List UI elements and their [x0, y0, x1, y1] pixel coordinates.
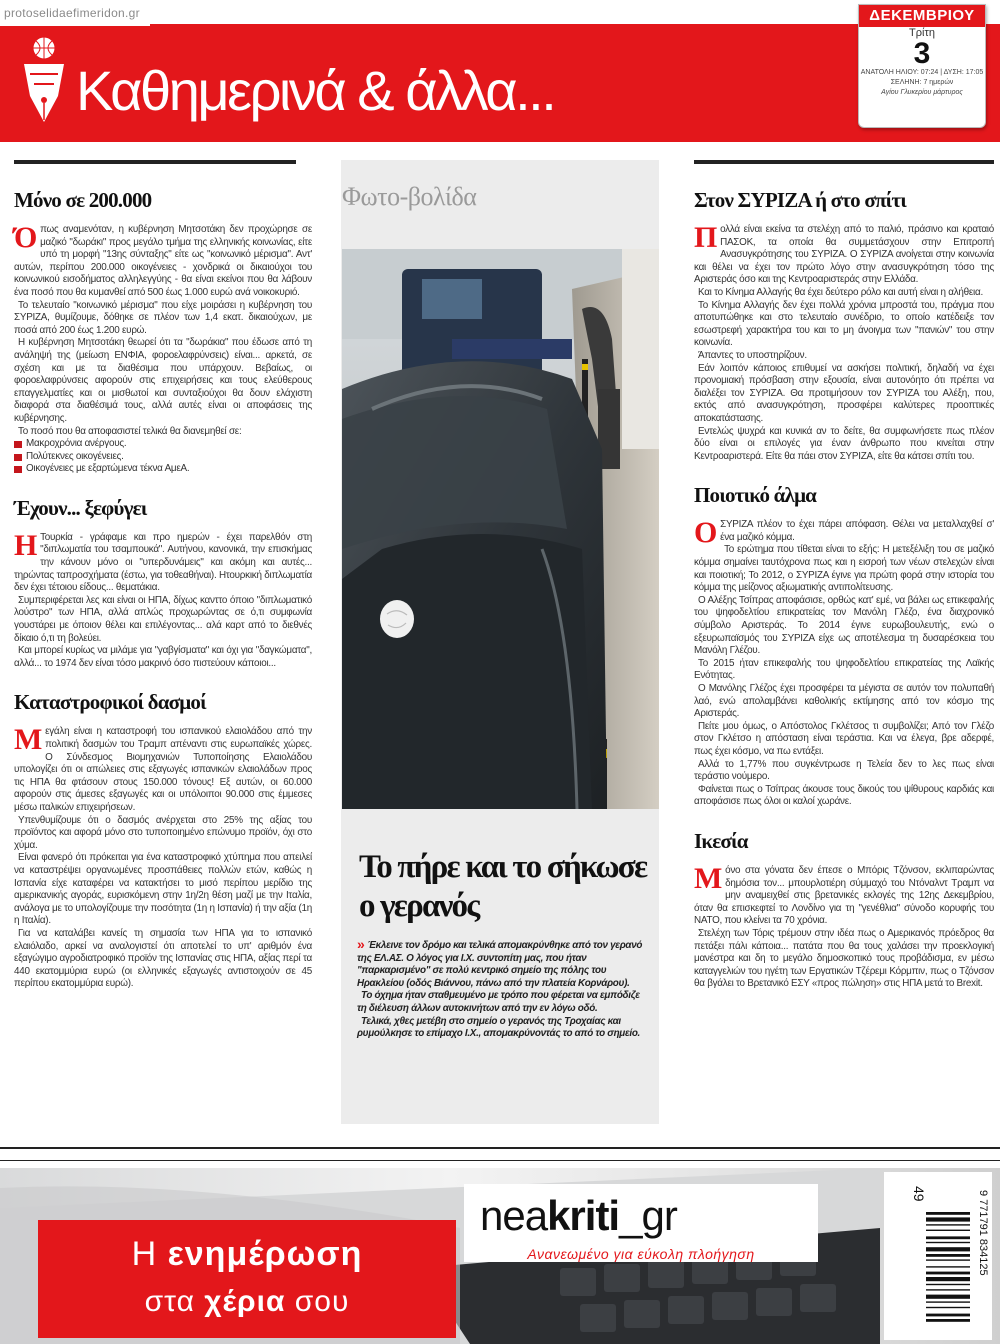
tow-truck-photo — [342, 249, 659, 809]
dropcap: Μ — [14, 723, 43, 757]
paragraph: Τελικά, χθες μετέβη στο σημείο ο γερανός της Τροχαίας και ρυμούλκησε το επίμαχο Ι.Χ., απομακρύνοντάς το από το σημείο. — [357, 1015, 640, 1040]
article-title: Καταστροφικοί δασμοί — [14, 690, 206, 715]
ad-word: χέρια — [204, 1285, 286, 1318]
paragraph: Τουρκία - γράφαμε και προ ημερών - έχει παρελθόν στη "διπλωματία του τσαμπουκά". Αυτήνου, κανονικά, την επισκήμας την κάνουν μόνο οι "υπερδυνάμεις" και ακόμη και αυτές... τηρώντας ταπροσχήματα (έστω, για τοθεαθήναι). Ητουρκική διπλωματία δεν έχει τέτοιου είδους... θεματάκια. — [14, 531, 312, 594]
saint-of-day: Αγίου Γλυκερίου μάρτυρος — [881, 89, 963, 96]
dropcap: Η — [14, 528, 38, 562]
paragraph: Και το Κίνημα Αλλαγής θα έχει δεύτερο ρόλο και αυτή είναι η αλήθεια. — [698, 286, 983, 298]
article-ston-syriza — [694, 186, 994, 463]
dropcap: Π — [694, 221, 718, 254]
date-box — [858, 4, 986, 128]
ad-slogan-box — [38, 1220, 456, 1338]
logo-part: _gr — [619, 1192, 677, 1239]
article-poiotiko-alma — [694, 481, 994, 809]
ad-word: στα — [144, 1285, 205, 1318]
paragraph: Η κυβέρνηση Μητσοτάκη θεωρεί ότι τα "δωράκια" που έδωσε από τη ανάληψή της (μείωση ΕΝΦΙΑ, φοροελαφρύνσεις) είναι... αρκετά, σε σχέση και με τα διαθέσιμα που υπάρχουν. Βεβαίως, οι φοροελαφρύνσεις αφορούν στις επιχειρήσεις και τους ελεύθερους επαγγελματίες και οι μισθωτοί και συνταξιούχοι θα δουν ελάχιστη διαφορά στα διαθέσιμά τους, αλλά αυτές είναι οι αποφάσεις της κυβέρνησης. — [14, 337, 312, 424]
article-title: Ικεσία — [694, 828, 748, 853]
ad-tagline: Ανανεωμένο για εύκολη πλοήγηση — [527, 1246, 755, 1262]
article-ikesia — [694, 827, 994, 991]
ad-headline-line2 — [38, 1282, 456, 1322]
paragraph: Το ερώτημα που τίθεται είναι το εξής: Η μετεξέλιξη του σε μαζικό κόμμα σημαίνει ταυτόχρονα πως και η εισροή των νέων στελεχών είναι και ποιοτική; Το 2012, ο ΣΥΡΙΖΑ έγινε για πρώτη φορά στην ιστορία του κόμμα της μείζονος αξιωματικής αντιπολίτευσης. — [694, 544, 994, 594]
article-title: Στον ΣΥΡΙΖΑ ή στο σπίτι — [694, 188, 906, 212]
double-arrow-icon: » — [357, 936, 365, 952]
article-title: Ποιοτικό άλμα — [694, 483, 817, 508]
paragraph: Εντελώς ψυχρά και κυνικά αν το δείτε, θα συμφωνήσετε πως πλέον δύο είναι οι επιλογές για έναν άνθρωπο που κινείται στην Κεντροαριστερά. Είτε θα πάει στον ΣΥΡΙΖΑ, είτε θα κάτσει σπίτι του. — [694, 425, 994, 462]
ad-word: σου — [285, 1285, 350, 1318]
paragraph: Φαίνεται πως ο Τσίπρας άκουσε τους δικούς του ψίθυρους καρδιάς και αποφάσισε πως όλοι οι καλοί χωράνε. — [694, 783, 994, 808]
article-body — [14, 723, 312, 990]
paragraph: όνο στα γόνατα δεν έπεσε ο Μπόρις Τζόνσον, εκλιπαρώντας δημόσια τον... μπουρλοτιέρη σύμμαχό του Ντόναλντ Τραμπ να μην αναμειχθεί στις βρετανικές εκλογές της 12ης Δεκεμβρίου, όταν θα επισκεφτεί το Λονδίνο για τη "γενέθλια" σύνοδο κορυφής του ΝΑΤΟ, που κλείνει τα 70 χρόνια. — [694, 864, 994, 927]
dropcap: Ο — [694, 516, 718, 550]
masthead — [0, 0, 1000, 155]
list-item: Οικογένειες με εξαρτώμενα τέκνα ΑμεΑ. — [14, 463, 312, 476]
list-item: Μακροχρόνια ανέργους. — [14, 438, 312, 451]
barcode-digits: 9 771791 834125 — [977, 1190, 989, 1276]
paragraph: Το Κίνημα Αλλαγής δεν έχει πολλά χρόνια μπροστά του, πράγμα που αποτυπώθηκε και στο τελευταίο συνέδριο, το οποίο κατέδειξε τον εσωστρεφή χαρακτήρα του και το μη άνοιγμα των "πανιών" του στην κοινωνία. — [694, 299, 994, 349]
moon-phase: ΣΕΛΗΝΗ: 7 ημερών — [890, 79, 954, 86]
article-body — [694, 861, 994, 991]
barcode-bars-icon — [926, 1212, 970, 1322]
photo-story-body — [357, 938, 645, 1041]
ad-headline-line1 — [38, 1234, 456, 1274]
photo-story-title: Το πήρε και το σήκωσε ο γερανός — [359, 849, 647, 924]
date-month: ΔΕΚΕΜΒΡΙΟΥ — [859, 5, 985, 27]
paragraph: Και μπορεί κυρίως να μιλάμε για "γαβγίσματα" και όχι για "δαγκώματα", αλλά... το 1974 δεν είναι τόσο μακρινό όσο πιστεύουν κάποιοι... — [14, 645, 312, 669]
left-column — [14, 160, 312, 1009]
page-number: 49 — [911, 1186, 927, 1202]
logo-part: kriti — [547, 1192, 620, 1239]
masthead-title: Καθημερινά & άλλα... — [76, 59, 555, 122]
neakriti-logo — [480, 1192, 677, 1240]
list-item: Πολύτεκνες οικογένειες. — [14, 451, 312, 464]
globe-pen-logo-icon — [18, 34, 80, 128]
paragraph: Υπενθυμίζουμε ότι ο δασμός ανέρχεται στο 25% της αξίας του προϊόντος και αφορά μόνο στο τυποποιημένο επώνυμο προϊόν, όχι στο χύμα. — [14, 814, 312, 851]
beneficiaries-list — [14, 438, 312, 476]
logo-part: nea — [480, 1192, 548, 1239]
right-column — [694, 160, 994, 1009]
divider — [0, 1160, 1000, 1161]
article-title: Μόνο σε 200.000 — [14, 188, 152, 212]
paragraph: Έκλεινε τον δρόμο και τελικά απομακρύνθηκε από τον γερανό της ΕΛ.ΑΣ. Ο λόγος για Ι.Χ. συντοπίτη μας, που ήταν "παρκαρισμένο" σε πολύ κεντρικό σημείο της πόλης του Ηρακλείου (οδός Βιάννου, πάνω από την πλατεία Κορνάρου). — [357, 940, 643, 989]
ad-word: Η — [131, 1235, 168, 1273]
paragraph: Άπαντες το υποστηρίζουν. — [698, 349, 807, 361]
paragraph: Το 2015 ήταν επικεφαλής του ψηφοδελτίου επικρατείας της Λαϊκής Ενότητας. — [694, 657, 994, 682]
paragraph: Συμπεριφέρεται λες και είναι οι ΗΠΑ, δίχως κανττο όποιο "διπλωματικό λούστρο" των ΗΠΑ, αλλά απλώς προχωρώντας σε ό,τι συμφωνία γουστάρει με όποιον θέλει και επιλέγοντας... αλά καρτ από το διεθνές δίκαιο ό,τι τη βολεύει. — [14, 594, 312, 644]
article-exoun-xefygei — [14, 494, 312, 671]
ad-word: ενημέρωση — [167, 1235, 363, 1273]
paragraph: Στελέχη των Τόρις τρέμουν στην ιδέα πως ο Αμερικανός πρόεδρος θα πετάξει πάλι κάποια... πατάτα που θα τους χαλάσει την προεκλογική μανέστρα και δη το μεγάλο δημοσκοπικό τους προβάδισμα, εν μέσω καταγγελιών του ηγέτη των Εργατικών Τζέρεμι Κόρμπιν, πως ο Τζόνσον θα βγάλει το Βρετανικό ΕΣΥ «προς πώληση» στις ΗΠΑ μετά το Brexit. — [694, 927, 994, 990]
paragraph: Εάν λοιπόν κάποιος επιθυμεί να ασκήσει πολιτική, δηλαδή να έχει προνομιακή πρόσβαση στην εξουσία, είναι αυτονόητο ότι πρέπει να διαλέξει τον ΣΥΡΙΖΑ. Θα προτιμήσουν τον ΣΥΡΙΖΑ του Αλέξη, που, εκτός από ανασυγκρότηση, προσφέρει καλύτερες προοπτικές αποκατάστασης. — [694, 362, 994, 424]
paragraph: Το όχημα ήταν σταθμευμένο με τρόπο που φέρεται να εμπόδιζε τη διέλευση άλλων αυτοκινήτων από την εν λόγω οδό. — [357, 990, 640, 1014]
paragraph: Το ποσό που θα αποφασιστεί τελικά θα διανεμηθεί σε: — [18, 425, 242, 437]
article-body — [694, 516, 994, 809]
column-rule — [694, 160, 994, 164]
date-weekday: Τρίτη — [909, 27, 935, 39]
watermark-text: protoselidaefimeridon.gr — [0, 0, 150, 26]
paragraph: Πείτε μου όμως, ο Απόστολος Γκλέτσος τι συμβολίζει; Από τον Γλέζο στον Γκλέτσο η απόσταση είναι τεράστια. Και να έλεγα, βρε αδερφέ, πως έχει κόσμο, να πω εντάξει. — [694, 720, 994, 757]
section-label: Φωτο-βολίδα — [342, 182, 477, 211]
dropcap: Μ — [694, 861, 723, 895]
article-mono-se-200000 — [14, 186, 312, 476]
dropcap: Ό — [14, 221, 38, 254]
paragraph: Για να καταλάβει κανείς τη σημασία των ΗΠΑ για το ισπανικό ελαιόλαδο, αρκεί να αναλογιστεί ότι αποτελεί το υπ' αριθμόν ένα εξαγώγιμο αγροδιατροφικό προϊόν της Ισπανίας στις ΗΠΑ, αξίας περί τα 440 εκατομμύρια ευρώ (οι ελληνικές εξαγωγές αντιστοιχούν σε 45 περίπου εκατομμύρια ευρώ). — [14, 927, 312, 990]
paragraph: Το τελευταίο "κοινωνικό μέρισμα" που είχε μοιράσει η κυβέρνηση του ΣΥΡΙΖΑ, θυμίζουμε, δόθηκε σε πλέον των 1,4 εκατ. δικαιούχων, με ποσά από 200 έως 1.200 ευρώ. — [14, 299, 312, 336]
barcode — [884, 1172, 992, 1340]
paragraph: ΣΥΡΙΖΑ πλέον το έχει πάρει απόφαση. Θέλει να μεταλλαχθεί σ' ένα μαζικό κόμμα. — [720, 519, 994, 543]
column-rule — [14, 160, 296, 164]
article-katastrofikoi-dasmoi — [14, 688, 312, 990]
article-title: Έχουν... ξεφύγει — [14, 495, 147, 520]
neakriti-advert — [0, 1168, 1000, 1344]
paragraph: ολλά είναι εκείνα τα στελέχη από το παλιό, πράσινο και κραταιό ΠΑΣΟΚ, τα οποία θα συμμετάσχουν στην Επιτροπή Ανασυγκρότησης του ΣΥΡΙΖΑ. Ο ΣΥΡΙΖΑ ανοίγεται στην κοινωνία και θέλει να έχει τον πρώτο λόγο στην ανασυγκρότηση τόσο της Αριστεράς όσο και της Κεντροαριστεράς στην Ελλάδα. — [694, 224, 994, 286]
paragraph: Ο Μανόλης Γλέζος έχει προσφέρει τα μέγιστα σε αυτόν τον πολυπαθή λαό, ενώ απολαμβάνει καθολικής εκτίμησης από τον κόσμο της Αριστεράς. — [694, 683, 994, 720]
article-body — [14, 528, 312, 671]
article-body — [694, 221, 994, 463]
article-body — [14, 221, 312, 476]
sunrise-sunset: ΑΝΑΤΟΛΗ ΗΛΙΟΥ: 07:24 | ΔΥΣΗ: 17:05 — [860, 69, 984, 76]
date-day: 3 — [913, 37, 931, 70]
paragraph: Ο Αλέξης Τσίπρας αποφάσισε, ορθώς κατ' εμέ, να βάλει ως επικεφαλής του ψηφοδελτίου επικρατείας τον Μανόλη Γλέζο, ένα διαχρονικό σύμβολο Αριστεράς. Το 2014 έγινε ευρωβουλευτής, ενώ ο εξευρωπαϊσμός του ΣΥΡΙΖΑ είχε ως αποτέλεσμα τη δυσαρέσκεια του Μανόλη Γλέζου. — [694, 594, 994, 657]
paragraph: εγάλη είναι η καταστροφή του ισπανικού ελαιολάδου από την πολιτική δασμών του Τραμπ απέναντι στις ευρωπαϊκές χώρες. Ο Σύνδεσμος Βιομηχανιών Τυποποίησης Ελαιολάδου υπολογίζει ότι οι απώλειες στις εξαγωγές ισπανικών ελαιολάδων προς τις ΗΠΑ θα φτάσουν στους 150.000 τόνους! Εξ αυτών, οι 60.000 αφορούν στις άμεσες εξαγωγές και οι υπόλοιποι 90.000 στις έμμεσες μέσω ιταλικών επιχειρήσεων. — [14, 726, 312, 813]
paragraph: Είναι φανερό ότι πρόκειται για ένα καταστροφικό χτύπημα που απειλεί να καταστρέψει οργανωμένες προσπάθειες πολλών ετών, καθώς η Ισπανία είχε καταφέρει να κατακτήσει το μισό περίπου μερίδιο της αμερικανικής αγοράς, ευρισκόμενη στην 1η/2η θέση μαζί με την Ιταλία, ανάλογα με το υπολογίζουμε την ποσότητα (1η η Ισπανία) ή την αξία (1η η Ιταλία). — [14, 852, 312, 927]
paragraph: Αλλά το 1,77% που συγκέντρωσε η Τελεία δεν το λες πως είναι τεράστιο νούμερο. — [694, 758, 994, 783]
photo-column — [341, 160, 659, 1124]
paragraph: πως αναμενόταν, η κυβέρνηση Μητσοτάκη δεν προχώρησε σε μαζικό "δωράκι" προς μεγάλο τμήμα της ελληνικής κοινωνίας, είτε υπό τη μορφή "13ης σύνταξης" είτε ως "κοινωνικό μέρισμα". Αντ' αυτών, περίπου 200.000 οικογένειες - χονδρικά οι δικαιούχοι του κοινωνικού εισοδήματος αλληλεγγύης - θα είναι εκείνοι που θα λάβουν ένα ποσό που θα κυμανθεί από 500 έως 1.000 ευρώ ανά νοικοκυριό. — [14, 224, 312, 298]
divider — [0, 1147, 1000, 1149]
